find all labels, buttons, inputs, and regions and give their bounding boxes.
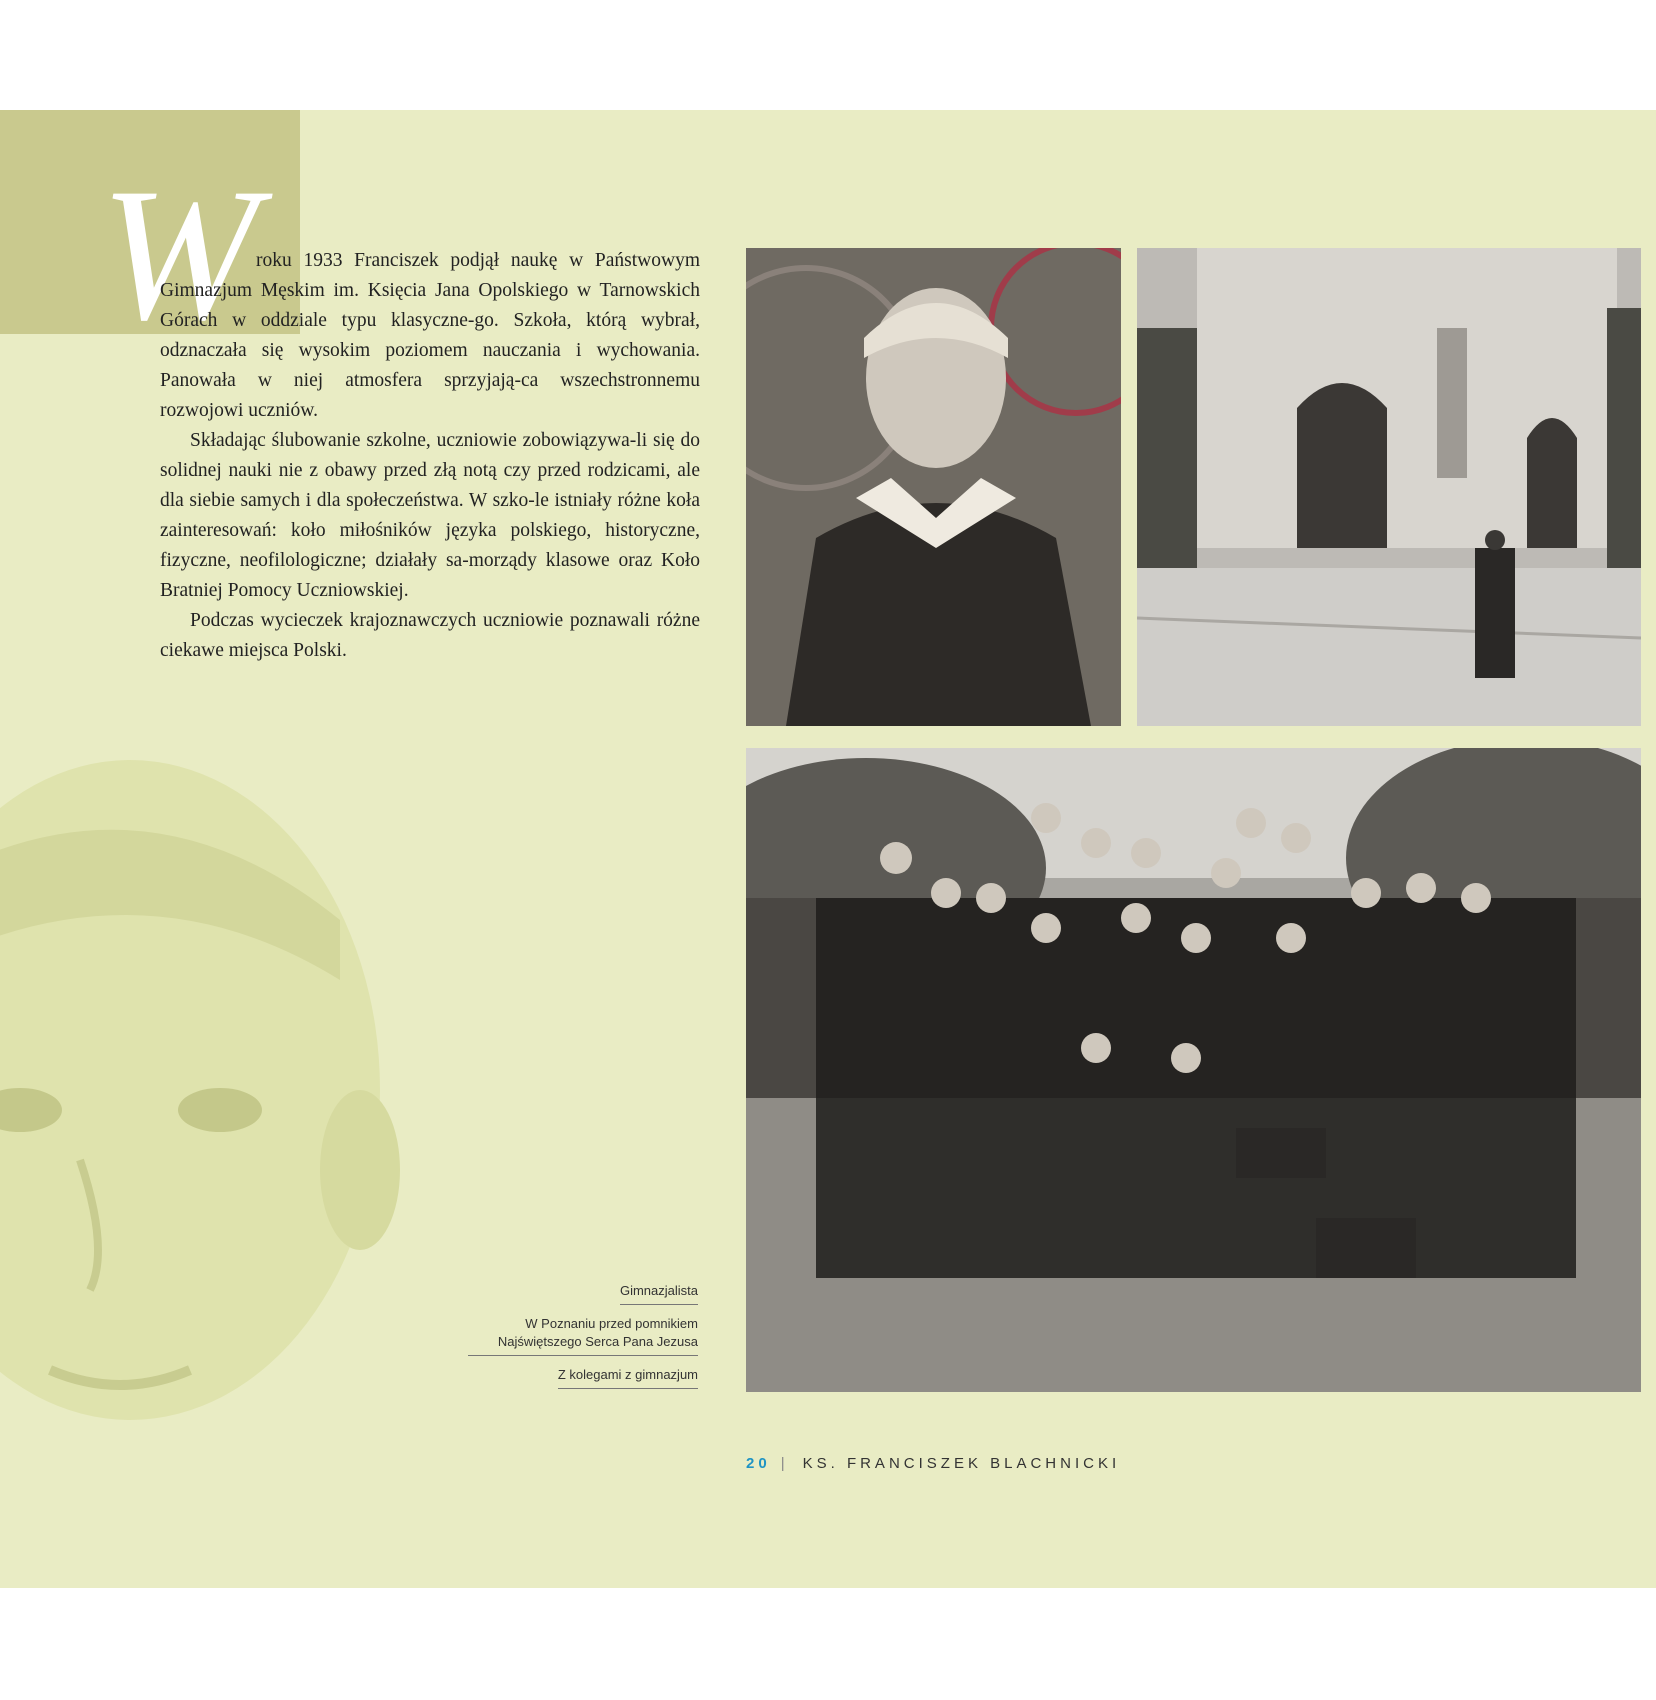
paragraph-2: Składając ślubowanie szkolne, uczniowie zobowiązywa-li się do solidnej nauki nie z obawy przed złą notą czy przed rodzicami, ale dla siebie samych i dla społeczeństwa. W szko-le istniały różne koła zainteresowań: koło miłośników języka polskiego, historyczne, fizyczne, neofilologiczne; działały sa-morządy klasowe oraz Koło Bratniej Pomocy Uczniowskiej. xyxy=(160,430,700,601)
page-number: 20 xyxy=(746,1455,771,1472)
page-spread xyxy=(0,110,1656,1588)
article-text xyxy=(160,246,700,666)
photo-classmates-group xyxy=(746,748,1641,1392)
paragraph-1: roku 1933 Franciszek podjął naukę w Państwowym Gimnazjum Męskim im. Księcia Jana Opolskiego w Tarnowskich Górach w oddziale typu klasyczne-go. Szkoła, którą wybrał, odznaczała się wysokim poziomem nauczania i wychowania. Panowała w niej atmosfera sprzyjają-ca wszechstronnemu rozwojowi uczniów. xyxy=(160,250,700,421)
caption-2-text: W Poznaniu przed pomnikiem Najświętszego Serca Pana Jezusa xyxy=(497,1316,698,1349)
caption-1: Gimnazjalista xyxy=(620,1282,698,1305)
footer-separator: | xyxy=(780,1455,789,1472)
photo-student-portrait xyxy=(746,248,1121,726)
page-footer xyxy=(746,1455,1120,1472)
caption-3: Z kolegami z gimnazjum xyxy=(558,1366,698,1389)
running-title: KS. FRANCISZEK BLACHNICKI xyxy=(802,1455,1121,1472)
background-portrait-image xyxy=(0,730,420,1588)
photo-poznan-monument xyxy=(1137,248,1641,726)
caption-2 xyxy=(468,1315,698,1356)
drop-cap: W xyxy=(100,150,259,360)
photo-captions xyxy=(468,1282,698,1399)
paragraph-3: Podczas wycieczek krajoznawczych uczniowie poznawali różne ciekawe miejsca Polski. xyxy=(160,610,700,661)
